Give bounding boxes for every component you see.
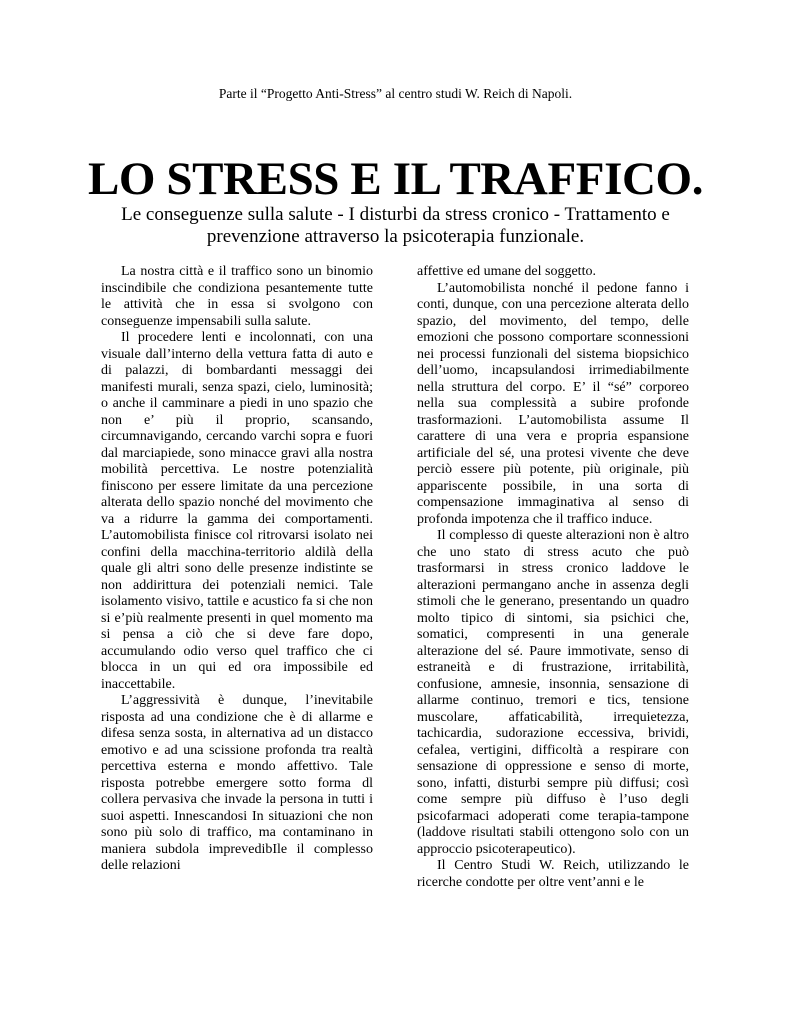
paragraph: L’aggressività è dunque, l’inevitabile risposta ad una condizione che è di allarme e difesa senza sosta, in alternativa ad un distacco emotivo e ad una scissione profonda tra realtà percettiva esterna e mondo affettivo. Tale risposta potrebbe emergere sotto forma dl collera pervasiva che invade la persona in tutti i suoi aspetti. Innescandosi In situazioni che non sono più solo di traffico, ma contaminano in maniera subdola imprevedibIle il complesso delle relazioni bbox=[101, 693, 373, 873]
right-column bbox=[417, 264, 689, 891]
paragraph: Il Centro Studi W. Reich, utilizzando le ricerche condotte per oltre vent’anni e le bbox=[417, 858, 689, 890]
article-subtitle: Le conseguenze sulla salute - I disturbi da stress cronico - Trattamento e prevenzione attraverso la psicoterapia funzionale. bbox=[121, 204, 670, 247]
paragraph: Il procedere lenti e incolonnati, con una visuale dall’interno della vettura fatta di auto e di palazzi, di bombardanti messaggi dei manifesti murali, senza spazi, cielo, luminosità; o anche il camminare a piedi in uno spazio che non e’ più il proprio, scansando, circumnavigando, cercando varchi sopra e fuori dal marciapiede, sono minacce gravi alla nostra mobilità percettiva. Le nostre potenzialità finiscono per essere limitate da una percezione alterata dello spazio nonché del movimento che va a ridurre la gamma dei comportamenti. L’automobilista finisce col ritrovarsi isolato nei confini della macchina-territorio aldilà della quale gli altri sono delle presenze indistinte se non addirittura dei potenziali nemici. Tale isolamento visivo, tattile e acustico fa si che non si e’più realmente presenti in quel momento ma si pensa a ciò che si deve fare dopo, accumulando odio verso quel traffico che ci blocca in un qui ed ora impossibile ed inaccettabile. bbox=[101, 330, 373, 692]
paragraph: La nostra città e il traffico sono un binomio inscindibile che condiziona pesantemente tutte le attività che in essa si svolgono con conseguenze impensabili sulla salute. bbox=[101, 264, 373, 329]
paragraph: Il complesso di queste alterazioni non è altro che uno stato di stress acuto che può trasformarsi in stress cronico laddove le alterazioni permangano anche in assenza degli stimoli che le generano, presentando un quadro molto tipico di sintomi, sia psichici che, somatici, compresenti in una generale alterazione del sé. Paure immotivate, senso di estraneità e di frustrazione, irritabilità, confusione, amnesie, insonnia, sensazione di allarme continuo, tremori e tics, tensione muscolare, affaticabilità, irrequietezza, tachicardia, sudorazione eccessiva, brividi, cefalea, vertigini, difficoltà a respirare con sensazione di oppressione e senso di morte, sono, infatti, disturbi sempre più diffusi; così come sempre più diffuso è l’uso degli psicofarmaci adoperati come terapia-tampone (laddove risultati stabili ottengono solo con un approccio psicoterapeutico). bbox=[417, 528, 689, 857]
kicker-line: Parte il “Progetto Anti-Stress” al centro studi W. Reich di Napoli. bbox=[218, 86, 573, 101]
left-column bbox=[101, 264, 373, 875]
paragraph: affettive ed umane del soggetto. bbox=[417, 264, 596, 279]
paragraph: L’automobilista nonché il pedone fanno i conti, dunque, con una percezione alterata dello spazio, del movimento, del tempo, delle emozioni che possono comportare sconnessioni nei processi funzionali del sistema biopsichico dell’uomo, incapsulandosi irrimediabilmente nella struttura del corpo. E’ il “sé” corporeo nella sua complessità a subire profonde trasformazioni. L’automobilista assume Il carattere di una vera e propria espansione artificiale del sé, una protesi vivente che deve perciò essere più potente, più originale, più appariscente possibile, in una sorta di compensazione immaginativa al senso di profonda impotenza che il traffico induce. bbox=[417, 280, 689, 527]
article-title: LO STRESS E IL TRAFFICO. bbox=[87, 153, 704, 205]
